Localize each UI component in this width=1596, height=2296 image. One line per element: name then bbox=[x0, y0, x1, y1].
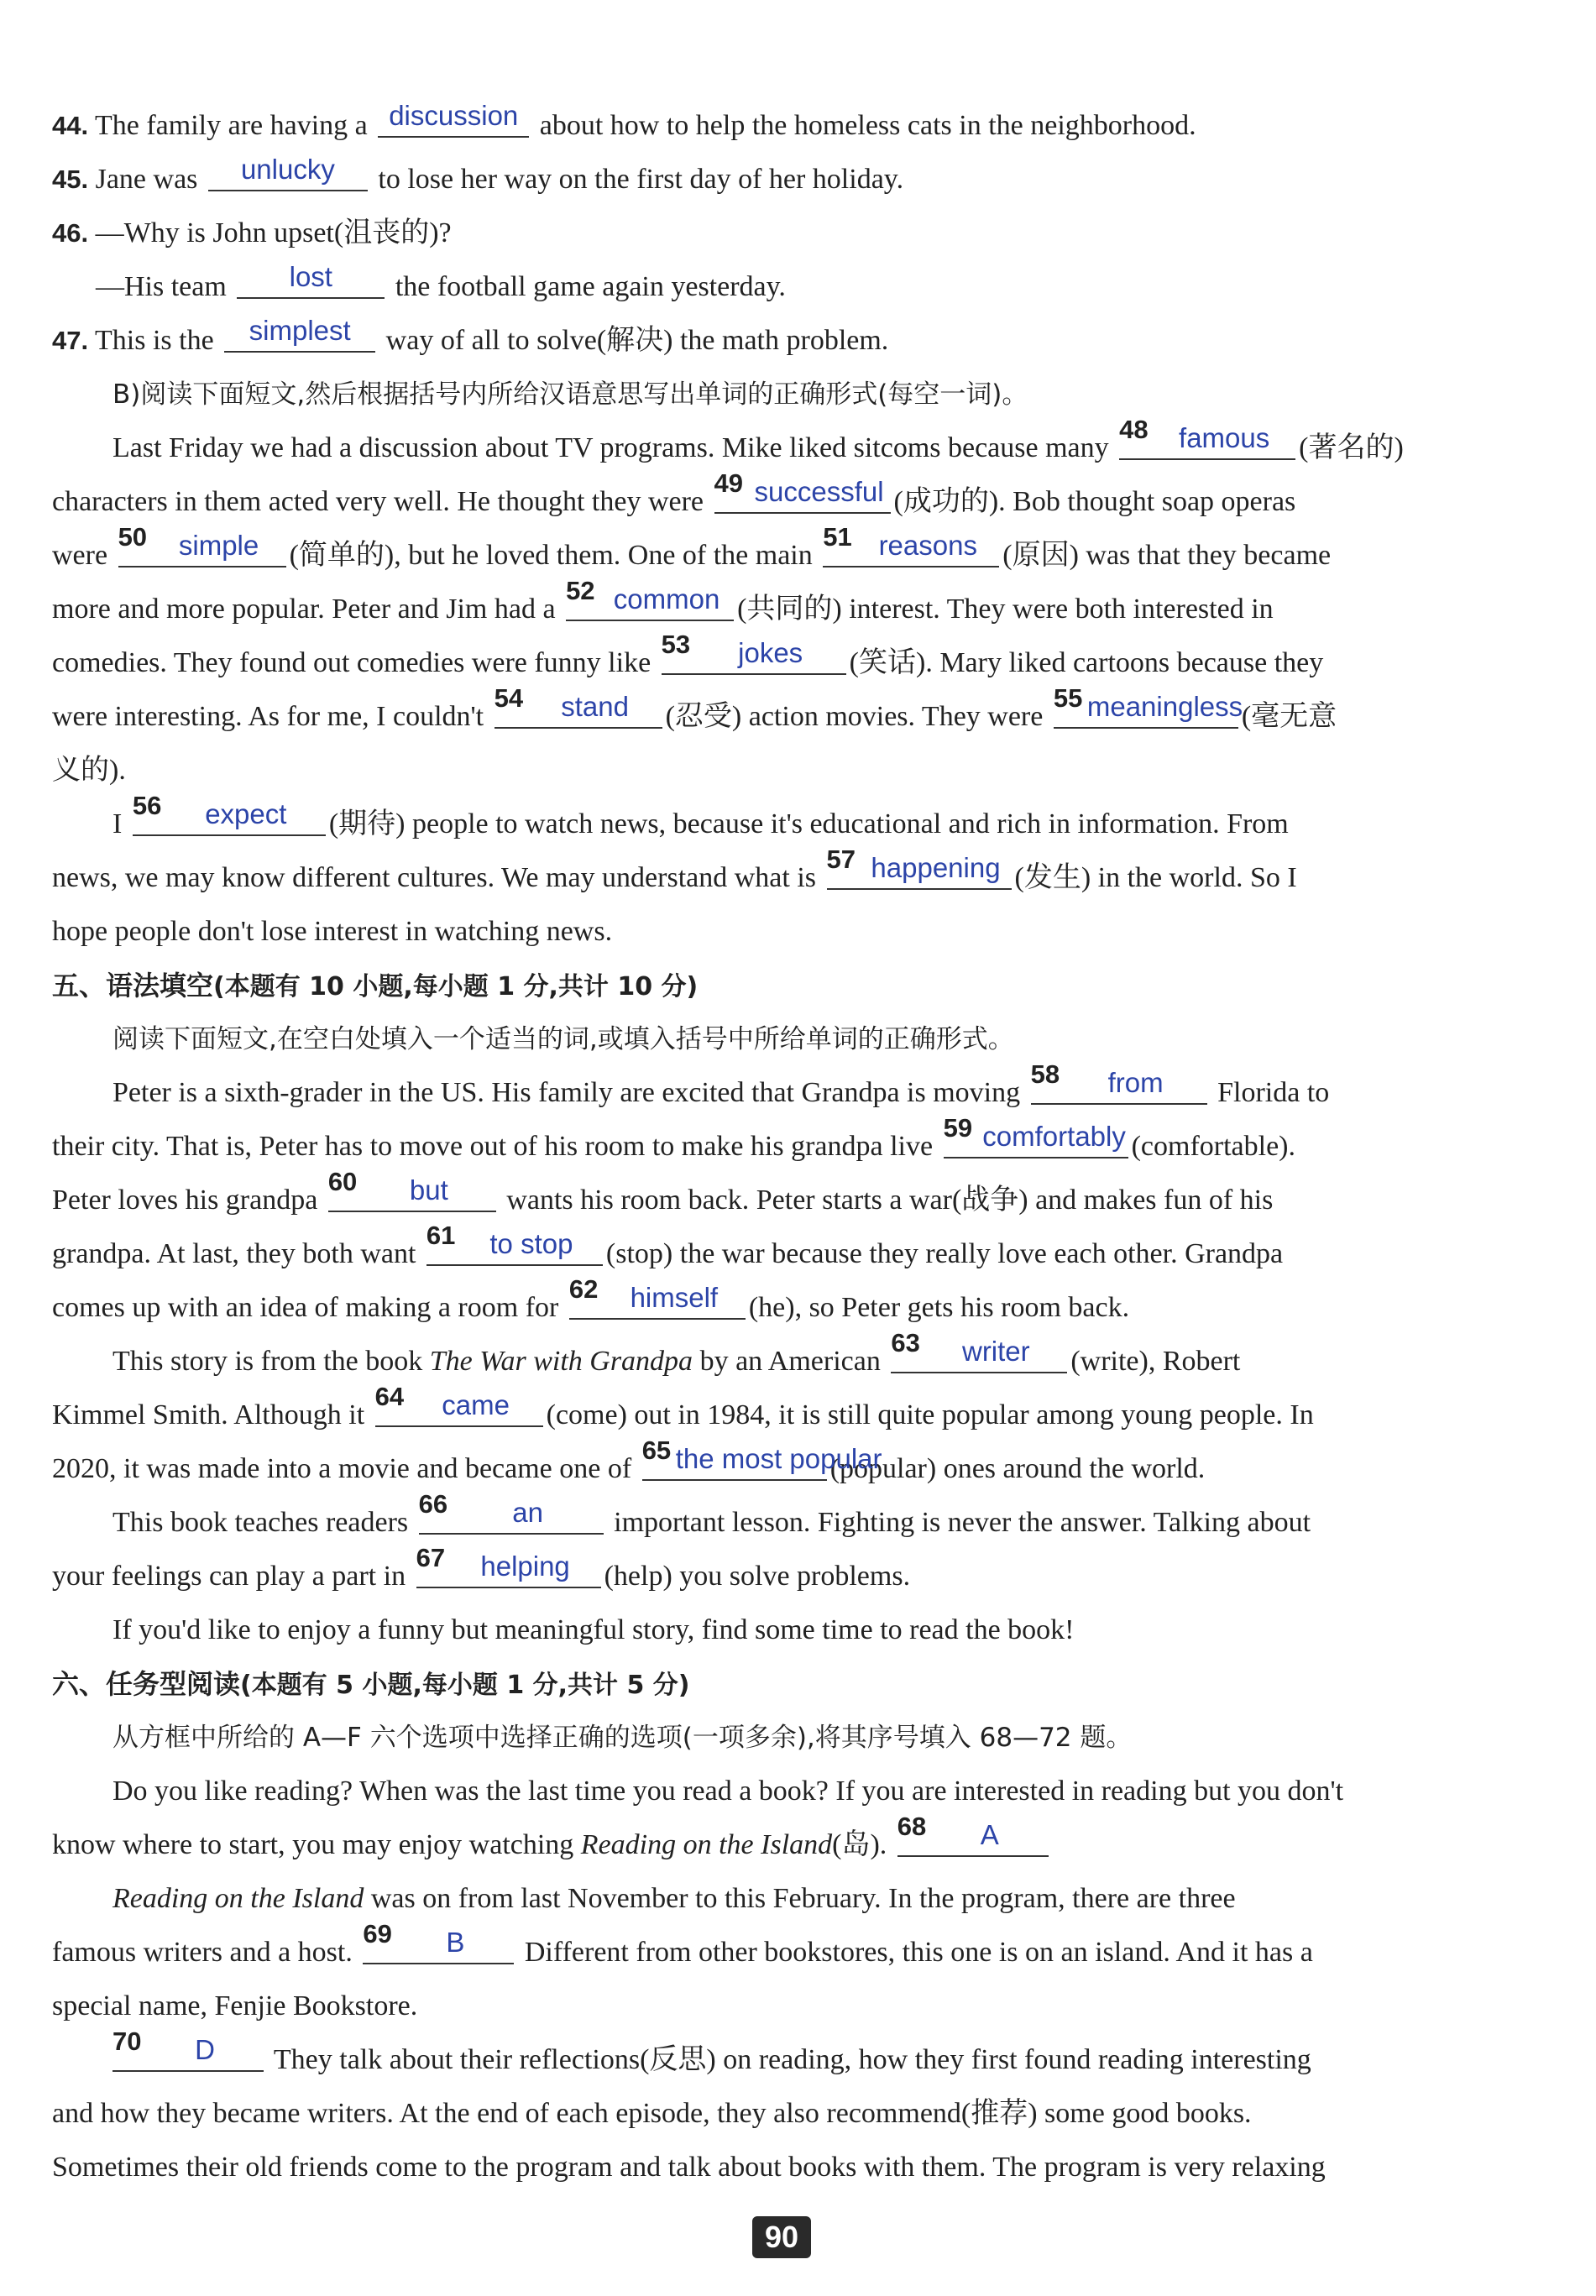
answer-blank bbox=[208, 156, 368, 191]
blank-number: 61 bbox=[426, 1221, 456, 1250]
question-number: 46. bbox=[52, 218, 89, 248]
blank-number: 50 bbox=[118, 522, 148, 552]
passage-line: If you'd like to enjoy a funny but meaningful story, find some time to read the book! bbox=[113, 1614, 1075, 1645]
section-note: (本题有 5 小题,每小题 1 分,共计 5 分) bbox=[240, 1671, 690, 1700]
passage-text: (发生) in the world. So I bbox=[1014, 862, 1297, 893]
question-text: The family are having a bbox=[95, 110, 368, 141]
passage-text: (成功的). Bob thought soap operas bbox=[893, 486, 1296, 517]
passage-text: was on from last November to this February. In the program, there are three bbox=[370, 1883, 1236, 1914]
passage-text: your feelings can play a part in bbox=[52, 1561, 406, 1592]
question-text: —Why is John upset(沮丧的)? bbox=[95, 217, 452, 248]
blank-number: 68 bbox=[897, 1812, 927, 1841]
passage-text: (stop) the war because they really love each other. Grandpa bbox=[605, 1238, 1284, 1269]
answer-blank bbox=[224, 317, 375, 353]
passage-line bbox=[52, 683, 1509, 744]
handwritten-answer: simplest bbox=[249, 315, 351, 346]
question-number: 44. bbox=[52, 111, 89, 140]
passage-text: (come) out in 1984, it is still quite popular among young people. In bbox=[546, 1399, 1314, 1430]
page-number: 90 bbox=[752, 2216, 811, 2258]
handwritten-answer: lost bbox=[289, 261, 332, 292]
passage-text: more and more popular. Peter and Jim had a bbox=[52, 594, 556, 625]
passage-text: (著名的) bbox=[1299, 432, 1404, 463]
passage-text: (简单的), but he loved them. One of the main bbox=[289, 540, 813, 571]
handwritten-answer: comfortably bbox=[982, 1121, 1126, 1152]
answer-blank-64 bbox=[374, 1382, 543, 1427]
passage-line bbox=[52, 576, 1509, 636]
passage-line: and how they became writers. At the end of each episode, they also recommend(推荐) some good books. bbox=[52, 2098, 1252, 2129]
answer-blank bbox=[237, 261, 385, 299]
passage-text: famous writers and a host. bbox=[52, 1937, 353, 1968]
passage-text: were interesting. As for me, I couldn't bbox=[52, 701, 484, 732]
question-text: —His team bbox=[96, 271, 227, 302]
question-number: 45. bbox=[52, 165, 89, 194]
passage-line: special name, Fenjie Bookstore. bbox=[52, 1990, 418, 2021]
answer-blank-67 bbox=[416, 1543, 601, 1588]
passage-line bbox=[52, 2027, 1509, 2087]
handwritten-answer: expect bbox=[205, 798, 287, 829]
handwritten-answer: famous bbox=[1179, 422, 1270, 453]
section-6-instruction: 从方框中所给的 A—F 六个选项中选择正确的选项(一项多余),将其序号填入 68—72 题。 bbox=[113, 1723, 1133, 1753]
passage-line bbox=[52, 1436, 1509, 1496]
question-text: about how to help the homeless cats in the neighborhood. bbox=[539, 110, 1196, 141]
blank-number: 57 bbox=[826, 845, 856, 874]
answer-blank-53 bbox=[661, 630, 846, 675]
answer-blank-49 bbox=[714, 468, 891, 514]
passage-text: (help) you solve problems. bbox=[604, 1561, 911, 1592]
passage-text: (岛). bbox=[832, 1829, 887, 1860]
worksheet-page bbox=[52, 99, 1509, 2194]
passage-text: comedies. They found out comedies were funny like bbox=[52, 647, 651, 678]
blank-number: 52 bbox=[566, 576, 595, 605]
passage-text: Florida to bbox=[1217, 1077, 1330, 1108]
section-6-header bbox=[52, 1657, 1509, 1711]
passage-text: (原因) was that they became bbox=[1002, 540, 1332, 571]
passage-text: were bbox=[52, 540, 108, 571]
section-title: 五、语法填空 bbox=[52, 970, 214, 1001]
passage-line bbox=[52, 1489, 1509, 1550]
handwritten-answer: unlucky bbox=[240, 154, 335, 185]
answer-blank bbox=[378, 102, 529, 138]
handwritten-answer: A bbox=[980, 1819, 999, 1850]
passage-text: (comfortable). bbox=[1131, 1131, 1295, 1162]
handwritten-answer: but bbox=[409, 1174, 448, 1206]
partB-instruction: B)阅读下面短文,然后根据括号内所给汉语意思写出单词的正确形式(每空一词)。 bbox=[113, 379, 1028, 410]
blank-number: 48 bbox=[1119, 415, 1149, 444]
book-title: The War with Grandpa bbox=[429, 1346, 693, 1377]
program-title: Reading on the Island bbox=[580, 1829, 833, 1860]
answer-blank-48 bbox=[1119, 415, 1295, 460]
question-45 bbox=[52, 153, 1509, 207]
passage-text: (共同的) interest. They were both interested in bbox=[737, 594, 1274, 625]
blank-number: 65 bbox=[641, 1436, 672, 1465]
handwritten-answer: reasons bbox=[878, 530, 977, 561]
answer-blank-70 bbox=[113, 2027, 264, 2072]
passage-text: Peter loves his grandpa bbox=[52, 1185, 318, 1216]
question-47 bbox=[52, 314, 1509, 368]
passage-line bbox=[52, 630, 1509, 690]
passage-text: (popular) ones around the world. bbox=[829, 1453, 1206, 1484]
passage-line: 义的). bbox=[52, 755, 126, 786]
passage-text: by an American bbox=[699, 1346, 881, 1377]
handwritten-answer: discussion bbox=[389, 100, 519, 131]
passage-line bbox=[52, 845, 1509, 905]
passage-text: Kimmel Smith. Although it bbox=[52, 1399, 365, 1430]
answer-blank-57 bbox=[826, 845, 1012, 890]
answer-blank-65 bbox=[641, 1436, 882, 1481]
program-title: Reading on the Island bbox=[113, 1883, 364, 1914]
passage-line bbox=[52, 1274, 1509, 1335]
handwritten-answer: jokes bbox=[738, 637, 803, 668]
handwritten-answer: B bbox=[446, 1927, 465, 1958]
passage-line bbox=[52, 1919, 1509, 1980]
passage-line bbox=[52, 1167, 1509, 1227]
handwritten-answer: to stop bbox=[489, 1228, 573, 1259]
handwritten-answer: himself bbox=[630, 1282, 719, 1313]
passage-text: (毫无意 bbox=[1241, 701, 1337, 732]
answer-blank-59 bbox=[943, 1113, 1128, 1158]
answer-blank-58 bbox=[1030, 1059, 1207, 1105]
question-text: Jane was bbox=[95, 164, 198, 195]
passage-text: comes up with an idea of making a room for bbox=[52, 1292, 559, 1323]
passage-line bbox=[52, 1059, 1509, 1120]
answer-blank-63 bbox=[891, 1328, 1067, 1373]
blank-number: 59 bbox=[943, 1113, 973, 1143]
passage-line bbox=[52, 1382, 1509, 1442]
blank-number: 70 bbox=[113, 2027, 142, 2056]
blank-number: 63 bbox=[891, 1328, 920, 1357]
blank-number: 51 bbox=[823, 522, 852, 552]
question-text: way of all to solve(解决) the math problem. bbox=[385, 325, 889, 356]
handwritten-answer: stand bbox=[561, 691, 629, 722]
blank-number: 53 bbox=[661, 630, 691, 659]
passage-text: know where to start, you may enjoy watching bbox=[52, 1829, 574, 1860]
blank-number: 62 bbox=[568, 1274, 599, 1304]
passage-text: characters in them acted very well. He thought they were bbox=[52, 486, 704, 517]
answer-blank-51 bbox=[823, 522, 999, 567]
passage-line bbox=[52, 522, 1509, 583]
answer-blank-60 bbox=[327, 1167, 496, 1212]
answer-blank-69 bbox=[363, 1919, 514, 1964]
answer-blank-68 bbox=[897, 1812, 1049, 1857]
blank-number: 56 bbox=[132, 791, 162, 820]
passage-line bbox=[52, 1328, 1509, 1389]
blank-number: 49 bbox=[714, 468, 743, 498]
passage-line bbox=[52, 1221, 1509, 1281]
question-number: 47. bbox=[52, 326, 89, 355]
handwritten-answer: came bbox=[442, 1389, 510, 1420]
passage-line: hope people don't lose interest in watching news. bbox=[52, 916, 613, 947]
handwritten-answer: D bbox=[195, 2034, 215, 2065]
passage-line bbox=[52, 1113, 1509, 1174]
blank-number: 69 bbox=[363, 1919, 392, 1948]
section-note: (本题有 10 小题,每小题 1 分,共计 10 分) bbox=[213, 972, 699, 1002]
handwritten-answer: happening bbox=[871, 852, 1001, 883]
passage-text: (write), Robert bbox=[1070, 1346, 1241, 1377]
passage-line bbox=[52, 468, 1509, 529]
section-5-instruction: 阅读下面短文,在空白处填入一个适当的词,或填入括号中所给单词的正确形式。 bbox=[113, 1024, 1014, 1054]
passage-text: their city. That is, Peter has to move out of his room to make his grandpa live bbox=[52, 1131, 934, 1162]
blank-number: 67 bbox=[416, 1543, 446, 1572]
blank-number: 54 bbox=[494, 683, 524, 713]
passage-text: I bbox=[113, 808, 123, 839]
blank-number: 64 bbox=[374, 1382, 405, 1411]
answer-blank-61 bbox=[426, 1221, 603, 1266]
handwritten-answer: the most popular bbox=[675, 1443, 882, 1474]
handwritten-answer: from bbox=[1107, 1067, 1164, 1098]
answer-blank-50 bbox=[118, 522, 286, 567]
passage-text: This book teaches readers bbox=[113, 1507, 409, 1538]
passage-line: Sometimes their old friends come to the program and talk about books with them. The program is very relaxing bbox=[52, 2152, 1326, 2183]
passage-text: grandpa. At last, they both want bbox=[52, 1238, 416, 1269]
answer-blank-54 bbox=[494, 683, 662, 729]
passage-line bbox=[52, 415, 1509, 475]
passage-text: Last Friday we had a discussion about TV programs. Mike liked sitcoms because many bbox=[113, 432, 1109, 463]
passage-line bbox=[52, 1812, 1509, 1872]
handwritten-answer: helping bbox=[480, 1551, 570, 1582]
handwritten-answer: writer bbox=[961, 1336, 1030, 1367]
section-title: 六、任务型阅读 bbox=[52, 1669, 241, 1699]
question-text: to lose her way on the first day of her holiday. bbox=[378, 164, 904, 195]
passage-text: Different from other bookstores, this one is on an island. And it has a bbox=[524, 1937, 1313, 1968]
question-text: This is the bbox=[95, 325, 214, 356]
question-46-reply bbox=[52, 260, 1509, 314]
blank-number: 55 bbox=[1053, 683, 1083, 713]
passage-line bbox=[52, 1872, 1509, 1926]
passage-text: (忍受) action movies. They were bbox=[665, 701, 1044, 732]
answer-blank-55 bbox=[1053, 683, 1243, 729]
passage-text: They talk about their reflections(反思) on reading, how they first found reading interesting bbox=[273, 2044, 1311, 2075]
blank-number: 58 bbox=[1030, 1059, 1060, 1089]
answer-blank-52 bbox=[566, 576, 734, 621]
answer-blank-62 bbox=[568, 1274, 746, 1320]
passage-line bbox=[52, 1543, 1509, 1603]
passage-text: (he), so Peter gets his room back. bbox=[748, 1292, 1130, 1323]
handwritten-answer: simple bbox=[178, 530, 259, 561]
answer-blank-56 bbox=[132, 791, 326, 836]
passage-text: Peter is a sixth-grader in the US. His family are excited that Grandpa is moving bbox=[113, 1077, 1021, 1108]
passage-line: Do you like reading? When was the last time you read a book? If you are interested in reading but you don't bbox=[113, 1776, 1344, 1807]
handwritten-answer: common bbox=[613, 583, 720, 615]
passage-text: important lesson. Fighting is never the answer. Talking about bbox=[614, 1507, 1311, 1538]
question-text: the football game again yesterday. bbox=[395, 271, 786, 302]
passage-text: wants his room back. Peter starts a war(战争) and makes fun of his bbox=[506, 1185, 1274, 1216]
passage-text: news, we may know different cultures. We may understand what is bbox=[52, 862, 816, 893]
answer-blank-66 bbox=[418, 1489, 604, 1535]
passage-line bbox=[52, 791, 1509, 851]
passage-text: This story is from the book bbox=[113, 1346, 423, 1377]
question-44 bbox=[52, 99, 1509, 153]
blank-number: 66 bbox=[418, 1489, 448, 1519]
passage-text: 2020, it was made into a movie and became one of bbox=[52, 1453, 632, 1484]
question-46 bbox=[52, 207, 1509, 260]
passage-text: (笑话). Mary liked cartoons because they bbox=[849, 647, 1324, 678]
blank-number: 60 bbox=[327, 1167, 358, 1196]
handwritten-answer: an bbox=[512, 1497, 543, 1528]
handwritten-answer: meaningless bbox=[1086, 691, 1243, 722]
section-5-header bbox=[52, 959, 1509, 1012]
handwritten-answer: successful bbox=[754, 476, 884, 507]
passage-text: (期待) people to watch news, because it's educational and rich in information. From bbox=[328, 808, 1289, 839]
